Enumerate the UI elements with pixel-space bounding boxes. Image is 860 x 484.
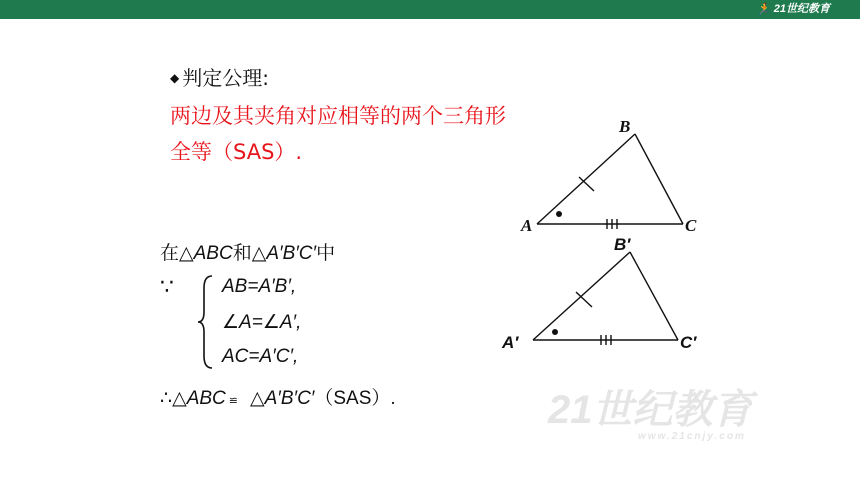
angle-a-prime-dot	[552, 329, 558, 335]
concl-triangle-1: ABC	[186, 388, 226, 409]
given-triangle-2: A′B′C′	[266, 243, 317, 264]
concl-reason: （SAS）.	[314, 388, 396, 409]
angle-a-dot	[556, 211, 562, 217]
congruent-symbol: ≌	[228, 395, 238, 407]
given-triangle-1: ABC	[193, 243, 233, 264]
vertex-label-b: B	[619, 117, 631, 136]
watermark-logo	[548, 378, 838, 458]
watermark-text: 21世纪教育	[548, 388, 753, 432]
runner-icon: 🏃	[755, 2, 771, 16]
therefore-symbol: ∴△	[160, 388, 187, 409]
cond1-text: AB=A′B′,	[222, 276, 297, 297]
vertex-label-c: C	[685, 216, 697, 235]
vertex-label-a-prime: A′	[502, 333, 519, 352]
given-suffix: 中	[316, 243, 336, 264]
logo-url: www.21cnjy.com	[793, 18, 830, 23]
cond3-text: AC=A′C′,	[222, 346, 299, 367]
axiom-line-2: 全等（SAS）.	[170, 140, 303, 164]
diamond-bullet-icon: ◆	[170, 71, 180, 85]
concl-triangle-2: △A′B′C′	[250, 388, 315, 409]
given-mid: 和△	[232, 243, 267, 264]
because-symbol: ∵	[160, 274, 174, 299]
given-prefix: 在△	[160, 243, 194, 264]
watermark-url: www.21cnjy.com	[638, 431, 746, 442]
logo-text: 21世纪教育	[773, 3, 830, 15]
vertex-label-a: A	[521, 216, 533, 235]
axiom-line-1: 两边及其夹角对应相等的两个三角形	[170, 104, 506, 128]
heading-text: 判定公理:	[182, 66, 269, 90]
cond2-text: ∠A=∠A′,	[222, 312, 302, 333]
vertex-label-c-prime: C′	[680, 333, 697, 352]
vertex-label-b-prime: B′	[614, 235, 631, 254]
